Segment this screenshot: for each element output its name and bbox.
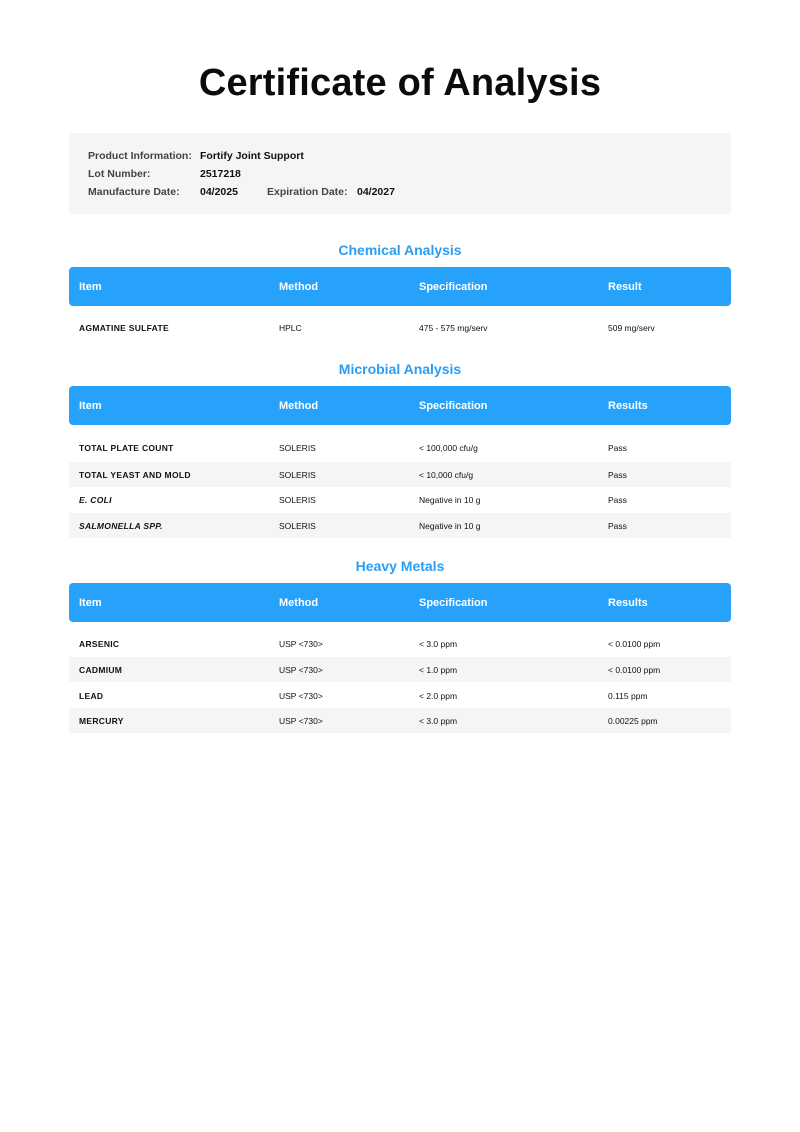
- column-header-item: Item: [79, 400, 102, 412]
- cell-result: 0.00225 ppm: [608, 716, 658, 726]
- cell-result: Pass: [608, 495, 627, 505]
- column-header-result: Result: [608, 281, 642, 293]
- column-header-method: Method: [279, 281, 319, 293]
- heavy-metals-table-header: [69, 583, 731, 622]
- table-row: [69, 487, 731, 512]
- chemical-analysis-title: Chemical Analysis: [338, 242, 462, 258]
- cell-method: USP <730>: [279, 691, 323, 701]
- manufacture-date-label: Manufacture Date:: [88, 186, 180, 198]
- table-row: [69, 708, 731, 733]
- cell-method: SOLERIS: [279, 521, 316, 531]
- cell-result: 0.115 ppm: [608, 691, 648, 701]
- cell-result: Pass: [608, 521, 627, 531]
- cell-item: E. COLI: [79, 495, 112, 505]
- cell-result: Pass: [608, 443, 627, 453]
- product-info-row: [88, 150, 731, 168]
- column-header-results: Results: [608, 597, 648, 609]
- product-info-label: Product Information:: [88, 150, 192, 162]
- column-header-method: Method: [279, 597, 319, 609]
- table-row: [69, 631, 731, 656]
- chemical-table-header: [69, 267, 731, 306]
- cell-specification: < 2.0 ppm: [419, 691, 458, 701]
- product-info-box: [69, 133, 731, 214]
- cell-method: SOLERIS: [279, 443, 316, 453]
- cell-specification: < 3.0 ppm: [419, 639, 458, 649]
- cell-result: < 0.0100 ppm: [608, 665, 661, 675]
- cell-specification: 475 - 575 mg/serv: [419, 323, 488, 333]
- cell-item: CADMIUM: [79, 665, 123, 675]
- cell-item: TOTAL PLATE COUNT: [79, 443, 174, 453]
- cell-item: LEAD: [79, 691, 104, 701]
- microbial-table-header: [69, 386, 731, 425]
- cell-result: 509 mg/serv: [608, 323, 655, 333]
- cell-specification: Negative in 10 g: [419, 495, 481, 505]
- lot-number-row: [88, 168, 731, 186]
- cell-item: MERCURY: [79, 716, 124, 726]
- column-header-results: Results: [608, 400, 648, 412]
- cell-item: AGMATINE SULFATE: [79, 323, 169, 333]
- heavy-metals-title: Heavy Metals: [355, 558, 445, 574]
- lot-number-label: Lot Number:: [88, 168, 151, 180]
- cell-specification: < 10,000 cfu/g: [419, 470, 474, 480]
- expiration-date-value: 04/2027: [357, 186, 395, 198]
- cell-method: USP <730>: [279, 665, 323, 675]
- table-row: [69, 435, 731, 460]
- table-row: [69, 513, 731, 538]
- cell-result: Pass: [608, 470, 627, 480]
- dates-row: [88, 186, 731, 204]
- column-header-method: Method: [279, 400, 319, 412]
- cell-specification: < 3.0 ppm: [419, 716, 458, 726]
- cell-specification: Negative in 10 g: [419, 521, 481, 531]
- column-header-specification: Specification: [419, 597, 488, 609]
- product-info-value: Fortify Joint Support: [200, 150, 304, 162]
- manufacture-date-value: 04/2025: [200, 186, 238, 198]
- column-header-item: Item: [79, 281, 102, 293]
- cell-result: < 0.0100 ppm: [608, 639, 661, 649]
- cell-method: HPLC: [279, 323, 302, 333]
- table-row: [69, 462, 731, 487]
- column-header-specification: Specification: [419, 400, 488, 412]
- cell-method: SOLERIS: [279, 470, 316, 480]
- microbial-analysis-title: Microbial Analysis: [338, 361, 462, 377]
- cell-method: USP <730>: [279, 716, 323, 726]
- column-header-specification: Specification: [419, 281, 488, 293]
- cell-specification: < 100,000 cfu/g: [419, 443, 478, 453]
- table-row: [69, 683, 731, 708]
- table-row: [69, 657, 731, 682]
- cell-item: ARSENIC: [79, 639, 120, 649]
- lot-number-value: 2517218: [200, 168, 241, 180]
- cell-item: TOTAL YEAST AND MOLD: [79, 470, 191, 480]
- cell-method: USP <730>: [279, 639, 323, 649]
- column-header-item: Item: [79, 597, 102, 609]
- cell-method: SOLERIS: [279, 495, 316, 505]
- page-title: Certificate of Analysis: [198, 62, 602, 104]
- cell-item: SALMONELLA SPP.: [79, 521, 163, 531]
- expiration-date-label: Expiration Date:: [267, 186, 348, 198]
- table-row: [69, 315, 731, 340]
- cell-specification: < 1.0 ppm: [419, 665, 458, 675]
